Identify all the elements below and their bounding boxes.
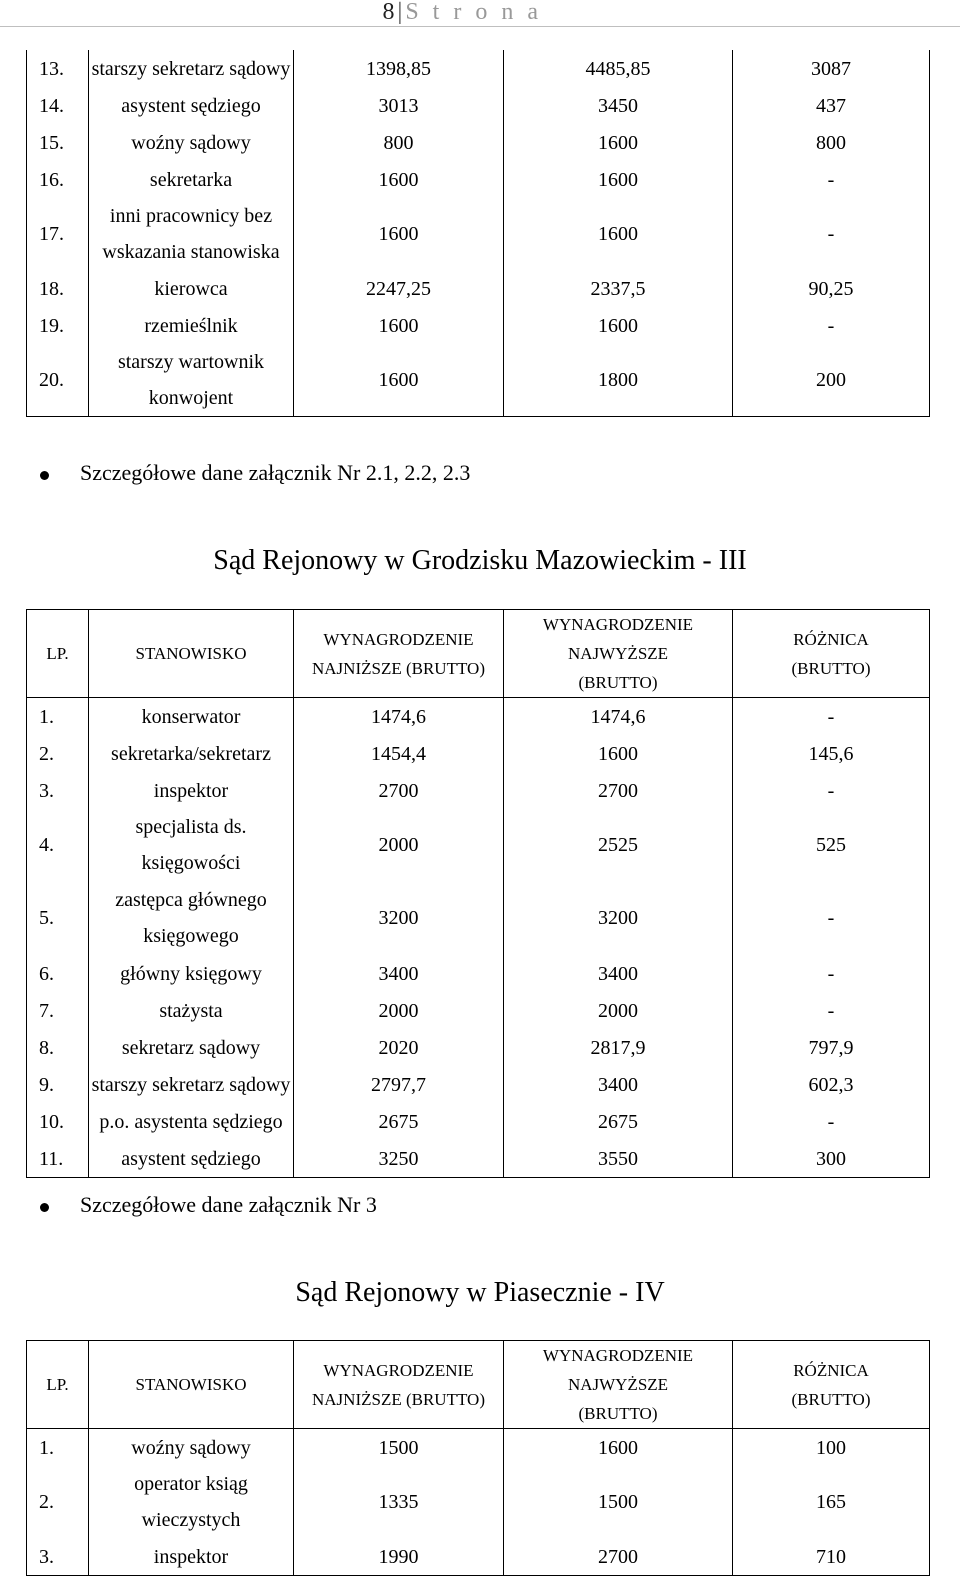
min-salary-cell: 3400 [294,955,504,992]
position-cell: operator ksiąg wieczystych [89,1466,294,1538]
difference-cell: - [733,772,930,809]
difference-cell: 710 [733,1538,930,1576]
position-cell: stażysta [89,992,294,1029]
page-header [0,0,960,27]
difference-cell: - [733,1103,930,1140]
min-salary-cell: 3250 [294,1140,504,1178]
min-salary-cell: 2675 [294,1103,504,1140]
difference-cell: 145,6 [733,735,930,772]
column-header-max-salary [504,1341,733,1429]
lp-cell: 10. [27,1103,89,1140]
position-cell: główny księgowy [89,955,294,992]
lp-cell: 3. [27,1538,89,1576]
lp-cell: 15. [27,124,89,161]
min-salary-cell: 1600 [294,344,504,417]
table-row [27,1466,930,1538]
position-cell: inspektor [89,1538,294,1576]
page-word: S t r o n a [405,0,542,25]
lp-cell: 2. [27,735,89,772]
header-line: WYNAGRODZENIE [542,615,694,634]
table-row [27,992,930,1029]
difference-cell: 3087 [733,50,930,87]
lp-cell: 7. [27,992,89,1029]
column-header-position: STANOWISKO [89,1341,294,1429]
position-line: księgowego [143,925,239,947]
lp-cell: 16. [27,161,89,198]
table-header-row [27,1341,930,1429]
lp-cell: 8. [27,1029,89,1066]
table-row [27,955,930,992]
header-line: (BRUTTO) [578,1404,658,1423]
position-cell: asystent sędziego [89,87,294,124]
column-header-lp: LP. [27,610,89,698]
position-cell: konserwator [89,698,294,736]
header-line: NAJWYŻSZE [567,1375,669,1394]
difference-cell: 200 [733,344,930,417]
min-salary-cell: 2000 [294,809,504,881]
position-line: zastępca głównego [115,889,267,911]
max-salary-cell: 3400 [504,955,733,992]
position-cell [89,881,294,955]
table-row [27,772,930,809]
min-salary-cell: 1500 [294,1429,504,1467]
column-header-max-salary [504,610,733,698]
position-cell: p.o. asystenta sędziego [89,1103,294,1140]
min-salary-cell: 1335 [294,1466,504,1538]
table-row [27,307,930,344]
difference-cell: 525 [733,809,930,881]
position-cell: asystent sędziego [89,1140,294,1178]
bullet-text: Szczegółowe dane załącznik Nr 2.1, 2.2, 2.3 [80,460,471,485]
position-cell: sekretarka/sekretarz [89,735,294,772]
header-line: (BRUTTO) [578,673,658,692]
position-cell [89,344,294,417]
max-salary-cell: 3450 [504,87,733,124]
bullet-text: Szczegółowe dane załącznik Nr 3 [80,1192,377,1217]
header-line: NAJWYŻSZE [567,644,669,663]
lp-cell: 11. [27,1140,89,1178]
difference-cell: - [733,161,930,198]
table-row [27,50,930,87]
difference-cell: 602,3 [733,1066,930,1103]
table-row [27,1029,930,1066]
table-row [27,198,930,270]
lp-cell: 14. [27,87,89,124]
max-salary-cell: 2675 [504,1103,733,1140]
difference-cell: - [733,198,930,270]
position-line: konwojent [148,387,234,409]
max-salary-cell: 2700 [504,772,733,809]
header-line: WYNAGRODZENIE [323,1360,474,1380]
lp-cell: 20. [27,344,89,417]
salary-table-grodzisk [26,609,930,1178]
column-header-difference [733,610,930,698]
max-salary-cell: 1600 [504,124,733,161]
table-row [27,270,930,307]
section-title-grodzisk: Sąd Rejonowy w Grodzisku Mazowieckim - III [213,545,747,576]
table-row [27,881,930,955]
difference-cell: - [733,955,930,992]
table-row [27,1429,930,1467]
table-row [27,809,930,881]
max-salary-cell: 1600 [504,198,733,270]
min-salary-cell: 1600 [294,161,504,198]
max-salary-cell: 2000 [504,992,733,1029]
max-salary-cell: 1600 [504,735,733,772]
position-line: inni pracownicy bez [109,205,273,227]
difference-cell: - [733,698,930,736]
table-row [27,124,930,161]
max-salary-cell: 2525 [504,809,733,881]
position-line: starszy wartownik [117,351,265,373]
difference-cell: 90,25 [733,270,930,307]
lp-cell: 2. [27,1466,89,1538]
max-salary-cell: 1500 [504,1466,733,1538]
position-cell: inspektor [89,772,294,809]
position-cell: kierowca [89,270,294,307]
header-line: NAJNIŻSZE (BRUTTO) [312,1389,485,1409]
column-header-min-salary [294,1341,504,1429]
lp-cell: 13. [27,50,89,87]
max-salary-cell: 1600 [504,1429,733,1467]
max-salary-cell: 2700 [504,1538,733,1576]
lp-cell: 17. [27,198,89,270]
table-row [27,698,930,736]
page-number [383,0,542,26]
page-number-value: 8 [382,0,396,25]
min-salary-cell: 2247,25 [294,270,504,307]
table-row [27,1066,930,1103]
max-salary-cell: 2817,9 [504,1029,733,1066]
lp-cell: 6. [27,955,89,992]
min-salary-cell: 800 [294,124,504,161]
lp-cell: 3. [27,772,89,809]
max-salary-cell: 3400 [504,1066,733,1103]
column-header-position: STANOWISKO [89,610,294,698]
bullet-icon [40,1203,49,1212]
position-cell: starszy sekretarz sądowy [89,50,294,87]
difference-cell: 300 [733,1140,930,1178]
page-number-separator: | [397,0,404,25]
min-salary-cell: 1600 [294,198,504,270]
difference-cell: 165 [733,1466,930,1538]
difference-cell: 800 [733,124,930,161]
min-salary-cell: 1398,85 [294,50,504,87]
header-line: (BRUTTO) [791,658,871,678]
lp-cell: 19. [27,307,89,344]
table-row [27,344,930,417]
table-row [27,1140,930,1178]
position-cell: woźny sądowy [89,124,294,161]
position-cell [89,198,294,270]
min-salary-cell: 3013 [294,87,504,124]
column-header-lp: LP. [27,1341,89,1429]
section-title-piaseczno: Sąd Rejonowy w Piasecznie - IV [295,1277,665,1308]
max-salary-cell: 3550 [504,1140,733,1178]
table-row [27,87,930,124]
difference-cell: 797,9 [733,1029,930,1066]
position-cell: sekretarz sądowy [89,1029,294,1066]
header-line: WYNAGRODZENIE [542,1346,694,1365]
header-line: WYNAGRODZENIE [323,629,474,649]
min-salary-cell: 2797,7 [294,1066,504,1103]
lp-cell: 18. [27,270,89,307]
lp-cell: 5. [27,881,89,955]
difference-cell: 437 [733,87,930,124]
table-row [27,735,930,772]
min-salary-cell: 2700 [294,772,504,809]
lp-cell: 1. [27,698,89,736]
lp-cell: 4. [27,809,89,881]
max-salary-cell: 4485,85 [504,50,733,87]
min-salary-cell: 3200 [294,881,504,955]
table-row [27,1538,930,1576]
position-cell: rzemieślnik [89,307,294,344]
max-salary-cell: 1800 [504,344,733,417]
difference-cell: - [733,992,930,1029]
difference-cell: - [733,307,930,344]
position-line: wskazania stanowiska [102,241,280,263]
bullet-icon [40,471,49,480]
lp-cell: 9. [27,1066,89,1103]
min-salary-cell: 1454,4 [294,735,504,772]
header-line: RÓŻNICA [793,629,869,649]
lp-cell: 1. [27,1429,89,1467]
min-salary-cell: 1600 [294,307,504,344]
difference-cell: - [733,881,930,955]
position-cell: specjalista ds. księgowości [89,809,294,881]
min-salary-cell: 1474,6 [294,698,504,736]
bullet-item-attachment-2 [40,460,470,486]
difference-cell: 100 [733,1429,930,1467]
table-row [27,1103,930,1140]
table-row [27,161,930,198]
position-cell: sekretarka [89,161,294,198]
header-line: NAJNIŻSZE (BRUTTO) [312,658,485,678]
max-salary-cell: 1474,6 [504,698,733,736]
table-header-row [27,610,930,698]
min-salary-cell: 1990 [294,1538,504,1576]
position-cell: starszy sekretarz sądowy [89,1066,294,1103]
max-salary-cell: 3200 [504,881,733,955]
position-cell: woźny sądowy [89,1429,294,1467]
max-salary-cell: 1600 [504,161,733,198]
max-salary-cell: 2337,5 [504,270,733,307]
header-line: RÓŻNICA [793,1360,869,1380]
header-line: (BRUTTO) [791,1389,871,1409]
max-salary-cell: 1600 [504,307,733,344]
column-header-difference [733,1341,930,1429]
min-salary-cell: 2000 [294,992,504,1029]
column-header-min-salary [294,610,504,698]
salary-table-continued [26,50,930,417]
salary-table-piaseczno [26,1340,930,1576]
bullet-item-attachment-3 [40,1192,377,1218]
min-salary-cell: 2020 [294,1029,504,1066]
